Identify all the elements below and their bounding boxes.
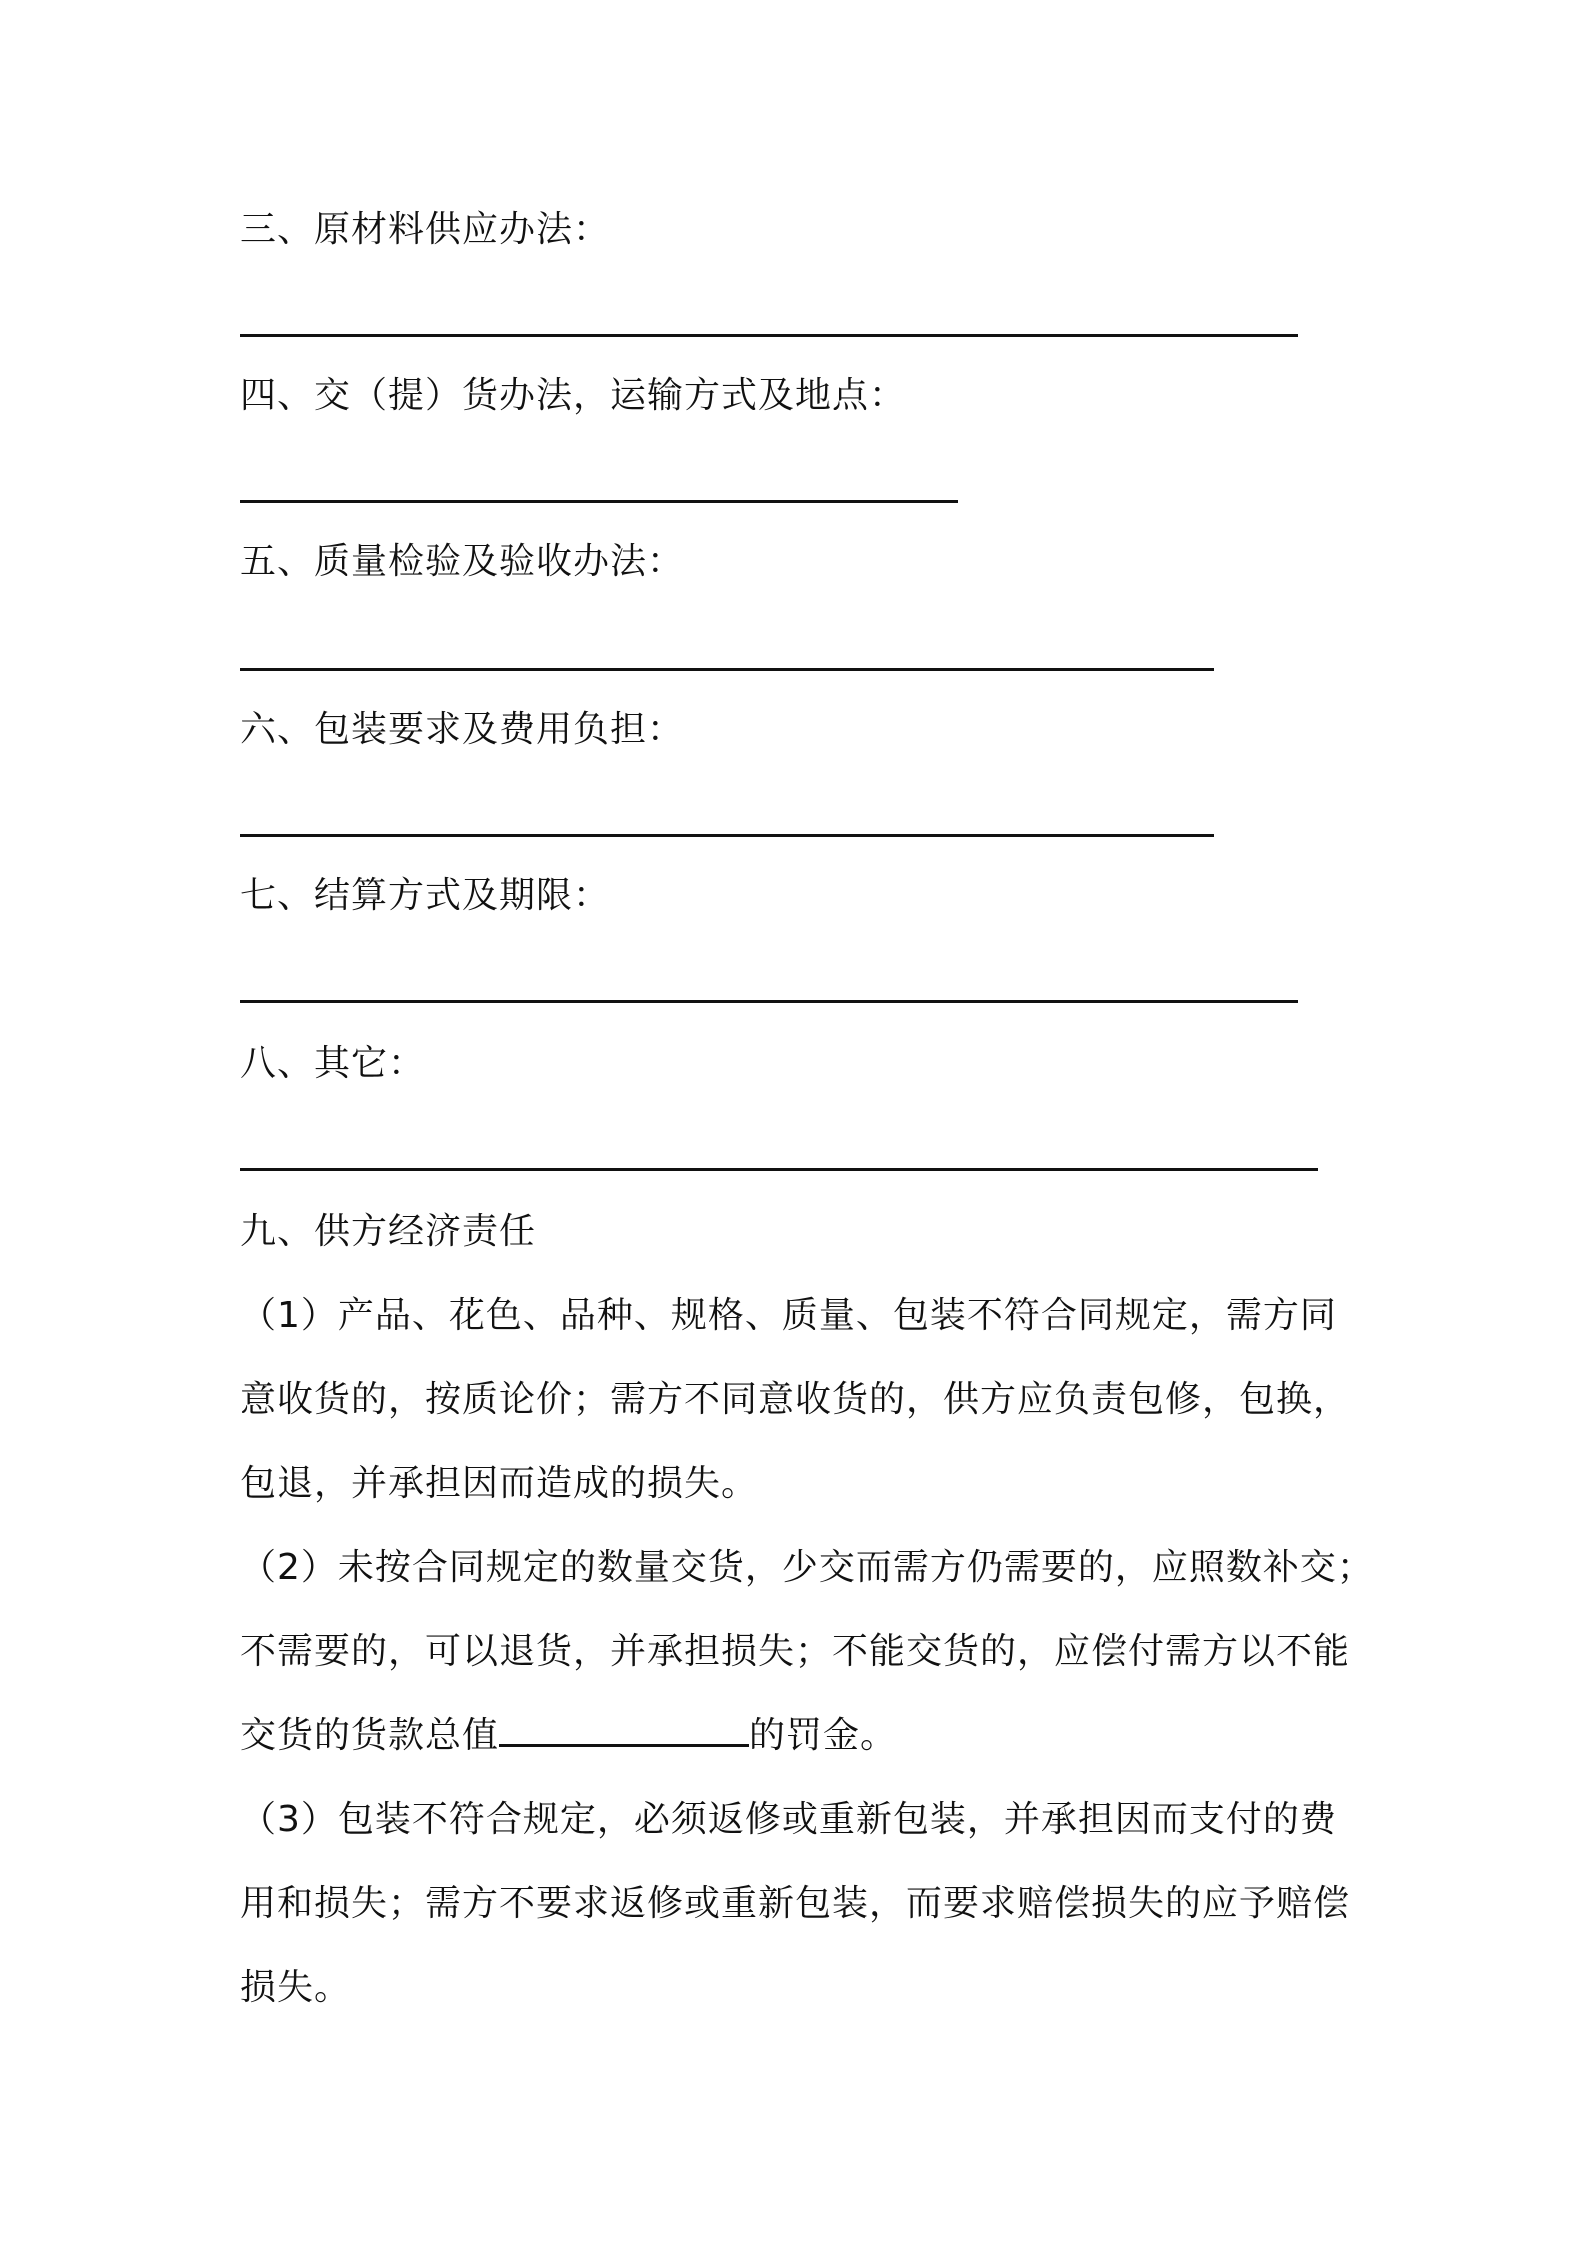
item-2-line-3 bbox=[240, 1710, 897, 1762]
item-2-line-1: （2）未按合同规定的数量交货，少交而需方仍需要的，应照数补交； bbox=[240, 1547, 1374, 1588]
section-4-heading: 四、交（提）货办法，运输方式及地点： bbox=[240, 375, 907, 416]
section-6-fill-line[interactable] bbox=[240, 834, 1214, 837]
section-4-fill-line[interactable] bbox=[240, 500, 958, 503]
section-6-heading: 六、包装要求及费用负担： bbox=[240, 709, 685, 750]
penalty-amount-fill-line[interactable] bbox=[499, 1714, 749, 1747]
section-9-heading: 九、供方经济责任 bbox=[240, 1211, 537, 1252]
item-2-line-2: 不需要的，可以退货，并承担损失；不能交货的，应偿付需方以不能 bbox=[240, 1631, 1351, 1672]
section-7-heading: 七、结算方式及期限： bbox=[240, 875, 611, 916]
item-3-line-2: 用和损失；需方不要求返修或重新包装，而要求赔偿损失的应予赔偿 bbox=[240, 1883, 1351, 1924]
item-1-line-1: （1）产品、花色、品种、规格、质量、包装不符合同规定，需方同 bbox=[240, 1295, 1337, 1336]
item-3-line-3: 损失。 bbox=[240, 1967, 352, 2008]
item-1-line-3: 包退，并承担因而造成的损失。 bbox=[240, 1463, 759, 1504]
section-5-heading: 五、质量检验及验收办法： bbox=[240, 541, 685, 582]
item-2-line-3-before: 交货的货款总值 bbox=[240, 1715, 500, 1756]
section-5-fill-line[interactable] bbox=[240, 668, 1214, 671]
item-3-line-1: （3）包装不符合规定，必须返修或重新包装，并承担因而支付的费 bbox=[240, 1799, 1337, 1840]
section-3-fill-line[interactable] bbox=[240, 334, 1298, 337]
section-8-heading: 八、其它： bbox=[240, 1043, 426, 1084]
section-8-fill-line[interactable] bbox=[240, 1168, 1318, 1171]
section-3-heading: 三、原材料供应办法： bbox=[240, 209, 611, 250]
item-1-line-2: 意收货的，按质论价；需方不同意收货的，供方应负责包修，包换， bbox=[240, 1379, 1351, 1420]
item-2-line-3-after: 的罚金。 bbox=[749, 1715, 898, 1756]
section-7-fill-line[interactable] bbox=[240, 1000, 1298, 1003]
